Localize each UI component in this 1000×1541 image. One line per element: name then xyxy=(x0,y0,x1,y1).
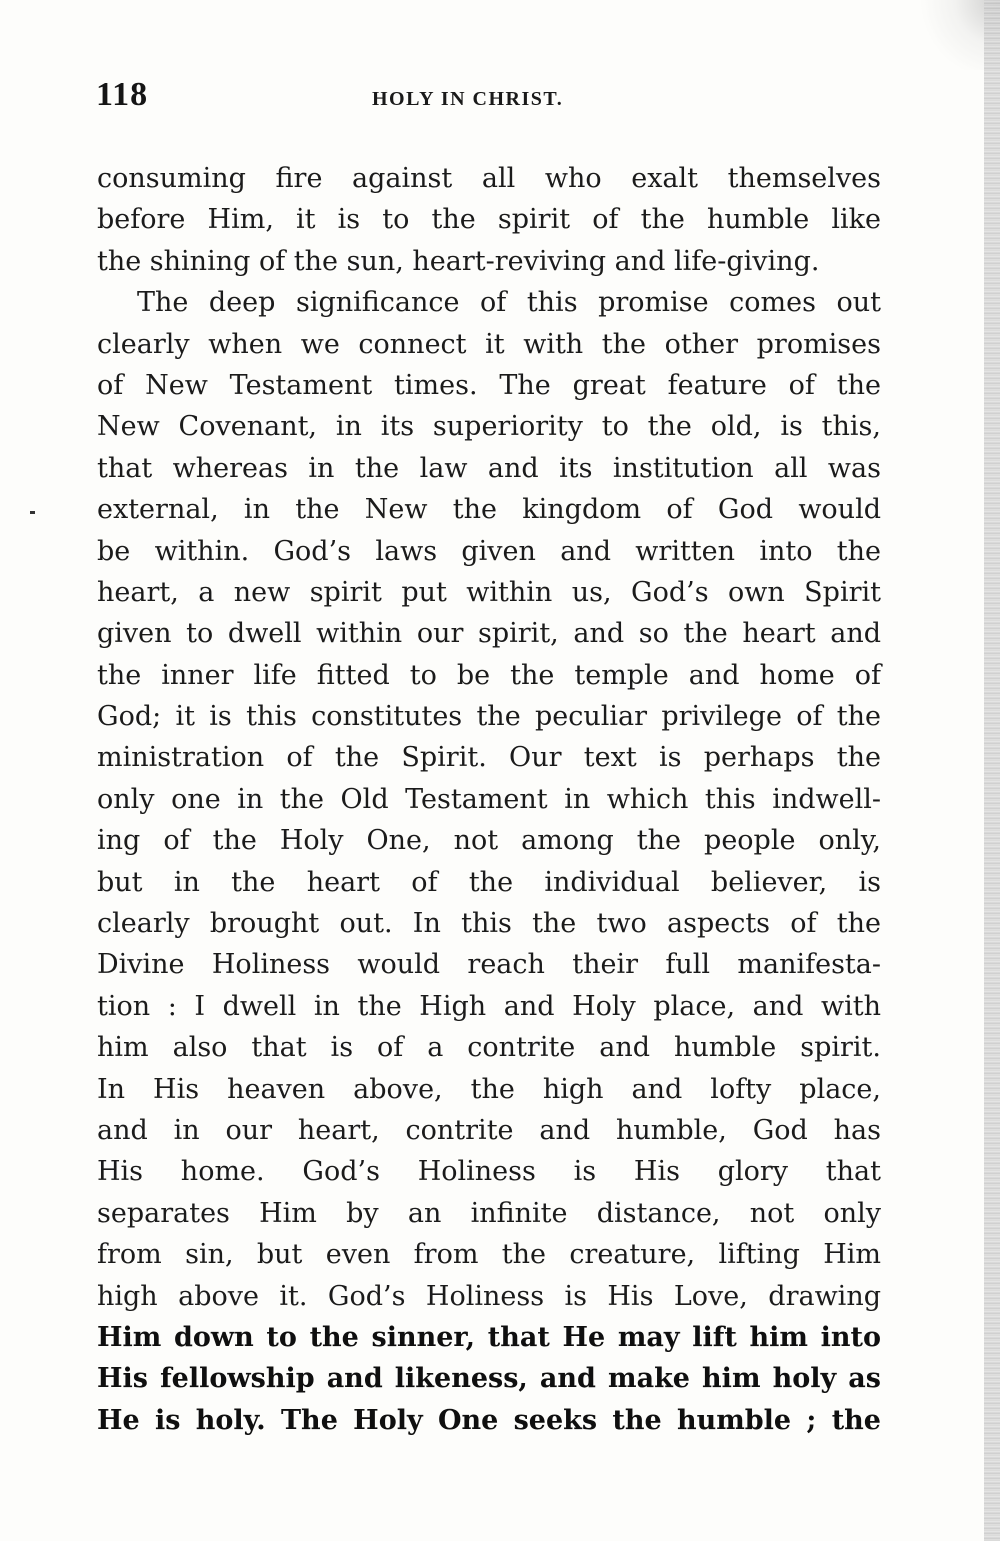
text-line: him also that is of a contrite and humble spirit. xyxy=(97,1032,881,1064)
text-line: external, in the New the kingdom of God would xyxy=(97,494,881,526)
text-line: The deep significance of this promise comes out xyxy=(137,287,881,319)
text-line: consuming fire against all who exalt themselves xyxy=(97,163,881,194)
body-text xyxy=(97,158,881,1441)
text-line: before Him, it is to the spirit of the humble like xyxy=(97,204,881,236)
text-line: He is holy. The Holy One seeks the humble ; the xyxy=(97,1404,881,1436)
text-line: His fellowship and likeness, and make him holy as xyxy=(97,1363,881,1395)
text-line: heart, a new spirit put within us, God’s own Spirit xyxy=(97,576,881,608)
text-line: high above it. God’s Holiness is His Love, drawing xyxy=(97,1280,881,1312)
scan-edge-shadow xyxy=(984,0,1000,1541)
text-line: New Covenant, in its superiority to the old, is this, xyxy=(97,411,881,443)
text-line: His home. God’s Holiness is His glory that xyxy=(97,1156,881,1188)
text-line: tion : I dwell in the High and Holy place, and with xyxy=(97,990,881,1022)
text-line: given to dwell within our spirit, and so the heart and xyxy=(97,618,881,650)
running-head: HOLY IN CHRIST. xyxy=(372,88,564,110)
text-line: only one in the Old Testament in which this indwell- xyxy=(97,783,881,815)
text-line: separates Him by an infinite distance, not only xyxy=(97,1197,881,1229)
text-line: and in our heart, contrite and humble, God has xyxy=(97,1114,881,1146)
text-line: clearly when we connect it with the other promises xyxy=(97,328,881,360)
text-line: clearly brought out. In this the two aspects of the xyxy=(97,908,881,940)
text-line: ing of the Holy One, not among the people only, xyxy=(97,825,881,857)
text-line: Divine Holiness would reach their full manifesta- xyxy=(97,949,881,981)
text-line: of New Testament times. The great feature of the xyxy=(97,369,881,401)
text-line: that whereas in the law and its institution all was xyxy=(97,452,881,484)
text-line: ministration of the Spirit. Our text is perhaps the xyxy=(97,742,881,774)
text-line: be within. God’s laws given and written into the xyxy=(97,535,881,567)
text-line: God; it is this constitutes the peculiar privilege of the xyxy=(97,701,881,733)
text-line: the shining of the sun, heart-reviving and life-giving. xyxy=(97,245,820,277)
text-line: but in the heart of the individual believer, is xyxy=(97,866,881,898)
text-line: Him down to the sinner, that He may lift him into xyxy=(97,1321,881,1353)
text-line: the inner life fitted to be the temple and home of xyxy=(97,659,881,691)
page-number: 118 xyxy=(96,76,149,113)
page-header xyxy=(96,76,886,126)
text-line: In His heaven above, the high and lofty place, xyxy=(97,1073,881,1105)
stray-ink-mark xyxy=(30,511,35,514)
text-line: from sin, but even from the creature, lifting Him xyxy=(97,1239,881,1271)
